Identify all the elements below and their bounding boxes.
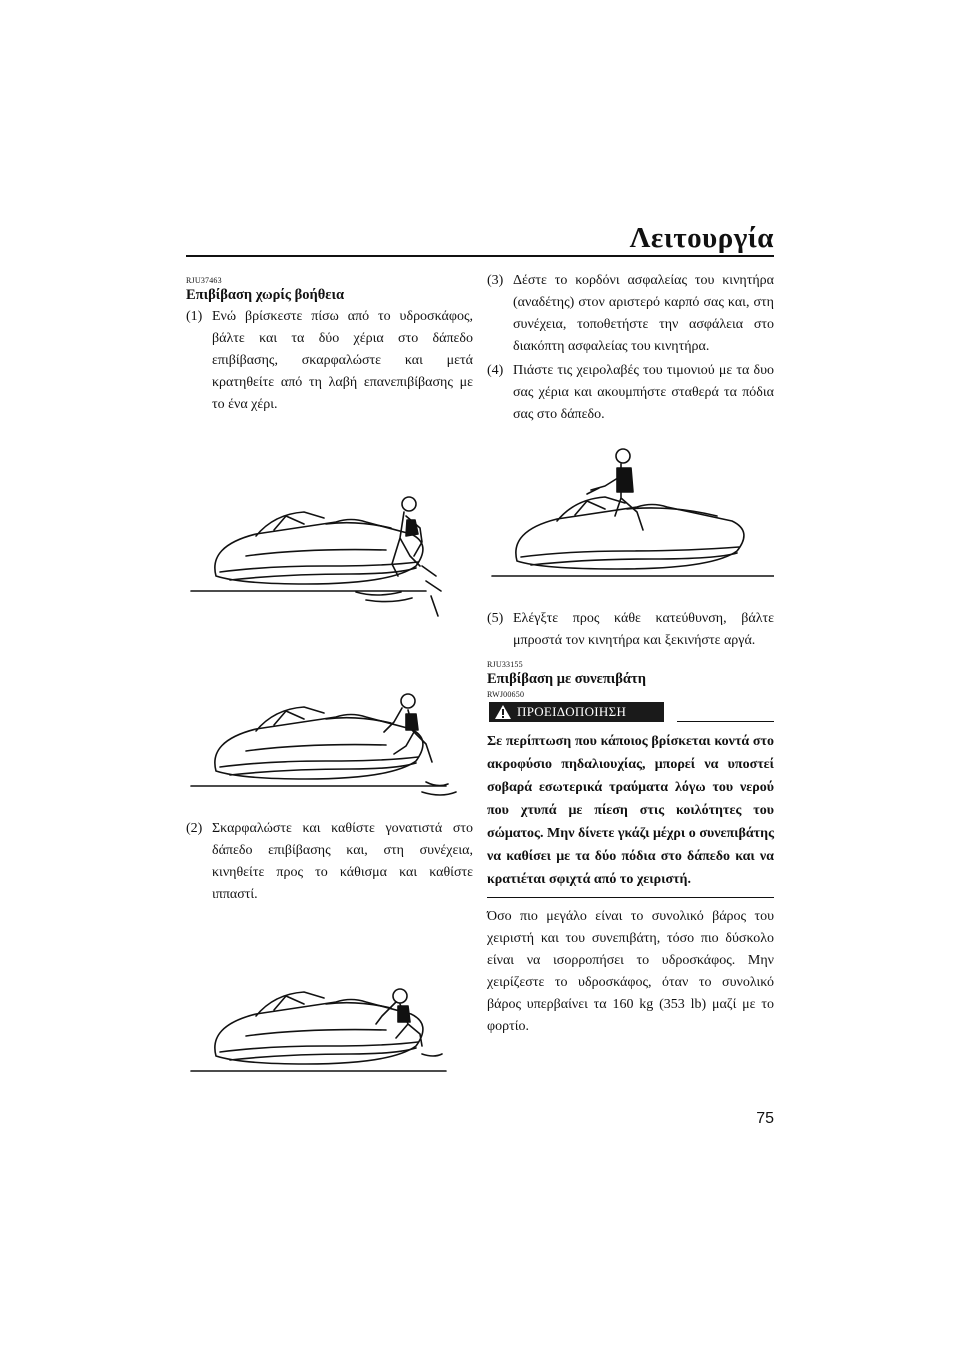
step-text: Σκαρφαλώστε και καθίστε γονατιστά στο δάπεδο επιβίβασης και, στη συνέχεια, κινηθείτε προς το κάθισμα και καθίστε ιππαστί.: [212, 821, 473, 902]
step-1: [186, 306, 473, 416]
figure-boarding-climb: [186, 416, 473, 626]
warning-bottom-rule: [487, 897, 774, 898]
header-rule: [186, 255, 774, 257]
right-column: [487, 268, 774, 1038]
warning-label: ΠΡΟΕΙΔΟΠΟΙΗΣΗ: [517, 704, 627, 719]
step-number: (2): [186, 821, 203, 836]
page-number: 75: [756, 1110, 774, 1127]
section-heading: Επιβίβαση χωρίς βοήθεια: [186, 287, 345, 303]
warning-badge: [489, 702, 664, 722]
step-5: [487, 608, 774, 652]
figure-seated-rider: [487, 426, 774, 606]
step-text: Ελέγξτε προς κάθε κατεύθυνση, βάλτε μπροστά τον κινητήρα και ξεκινήστε αργά.: [513, 611, 774, 648]
step-number: (1): [186, 309, 203, 324]
body-paragraph: Όσο πιο μεγάλο είναι το συνολικό βάρος του χειριστή και του συνεπιβάτη, τόσο πιο δύσκολο είναι να ισορροπήσει το υδροσκάφος. Μην χειρίζεστε το υδροσκάφος, όταν το συνολικό βάρος υπερβαίνει τα 160 kg (353 lb) μαζί με το φορτίο.: [487, 909, 774, 1034]
warning-triangle-icon: [494, 704, 512, 720]
step-text: Ενώ βρίσκεστε πίσω από το υδροσκάφος, βάλτε και τα δύο χέρια στο δάπεδο επιβίβασης, σκαρφαλώστε και μετά κρατηθείτε από τη λαβή επανεπιβίβασης με το ένα χέρι.: [212, 309, 473, 412]
step-text: Πιάστε τις χειρολαβές του τιμονιού με τα δυο σας χέρια και ακουμπήστε σταθερά τα πόδια σας στο δάπεδο.: [513, 363, 774, 422]
section-heading: Επιβίβαση με συνεπιβάτη: [487, 671, 646, 687]
step-3: [487, 270, 774, 358]
step-number: (5): [487, 611, 504, 626]
section-code: RJU37463: [186, 276, 222, 285]
warning-banner: [487, 702, 774, 724]
page-title: Λειτουργία: [629, 222, 774, 254]
warning-code: RWJ00650: [487, 690, 525, 699]
step-4: [487, 360, 774, 426]
figure-boarding-kneel: [186, 626, 473, 816]
section-code: RJU33155: [487, 660, 523, 669]
warning-top-rule: [677, 721, 774, 722]
step-2: [186, 818, 473, 906]
left-column: [186, 268, 473, 1086]
step-number: (3): [487, 273, 504, 288]
step-text: Δέστε το κορδόνι ασφαλείας του κινητήρα (αναδέτης) στον αριστερό καρπό σας και, στη συνέχεια, τοποθετήστε την ασφάλεια στο διακόπτη ασφαλείας του κινητήρα.: [513, 273, 774, 354]
figure-boarding-straddle: [186, 906, 473, 1086]
step-number: (4): [487, 363, 504, 378]
warning-text: Σε περίπτωση που κάποιος βρίσκεται κοντά στο ακροφύσιο πηδαλιουχίας, μπορεί να υποστεί σοβαρά εσωτερικά τραύματα λόγω του νερού που χτυπά με πίεση στις κοιλότητες του σώματος. Μην δίνετε γκάζι μέχρι ο συνεπιβάτης να καθίσει με τα δύο πόδια στο δάπεδο και να κρατιέται σφιχτά από το χειριστή.: [487, 734, 774, 887]
